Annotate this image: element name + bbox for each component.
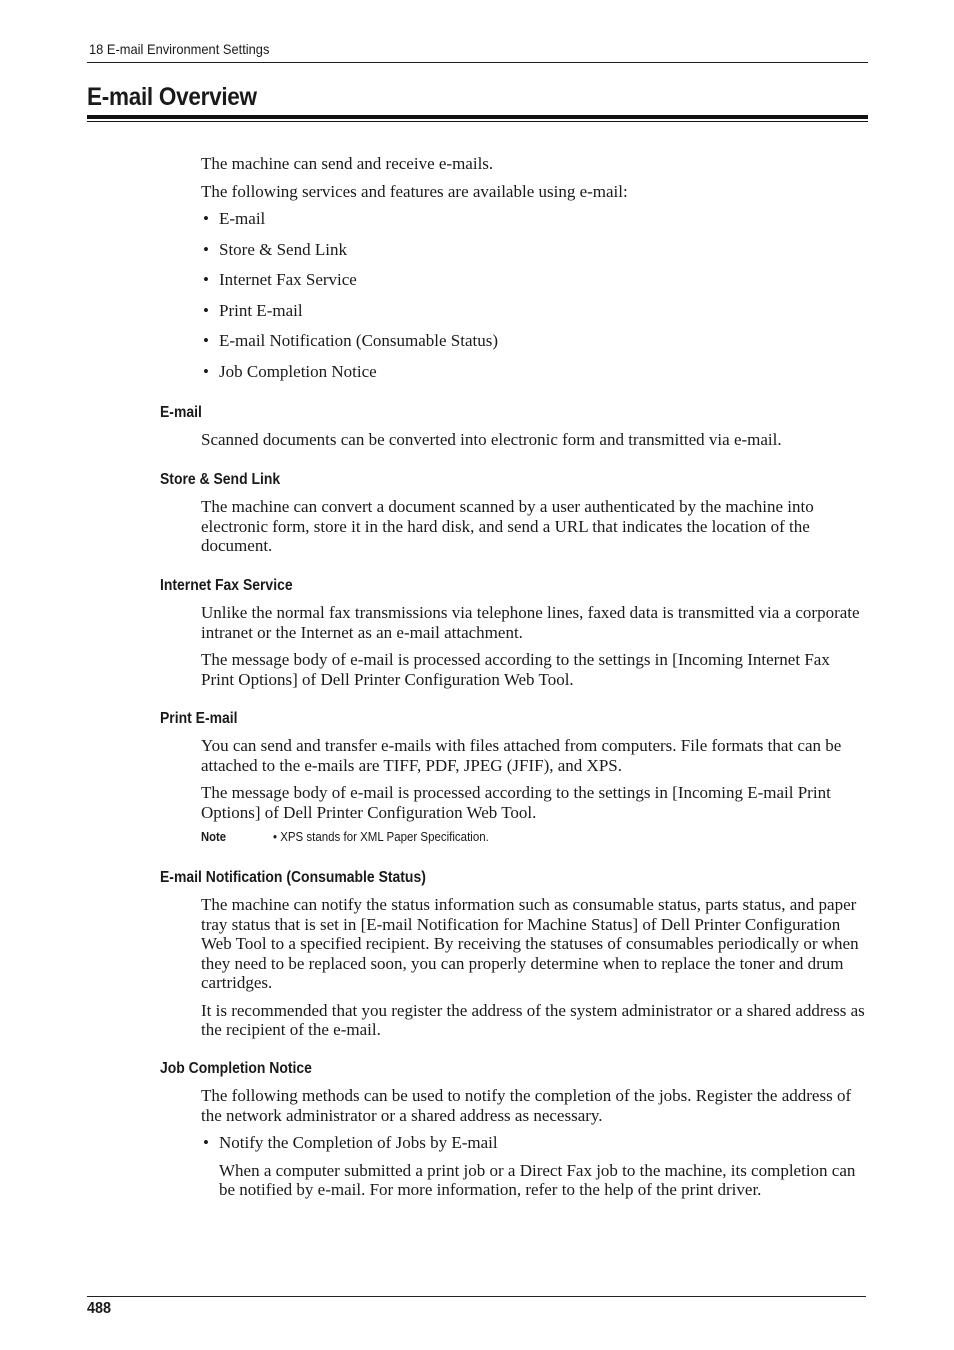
section-heading: Internet Fax Service (160, 577, 293, 594)
list-item-description: When a computer submitted a print job or a Direct Fax job to the machine, its completion can be notified by e-mail. For more information, refer to the help of the print driver. (219, 1160, 856, 1199)
list-item (201, 270, 866, 290)
section-email-notification (160, 869, 866, 1048)
section-internet-fax (160, 577, 866, 697)
section-print-email (160, 710, 866, 844)
list-item (201, 240, 866, 260)
list-item-label: Print E-mail (219, 300, 303, 320)
bullet-icon: • (203, 361, 209, 381)
section-heading: Store & Send Link (160, 471, 281, 488)
section-paragraph: The following methods can be used to notify the completion of the jobs. Register the address of the network administrator or a shared address as necessary. (201, 1086, 852, 1125)
section-store-send-link (160, 471, 866, 564)
list-item-label: Job Completion Notice (219, 361, 377, 381)
list-item (201, 331, 866, 351)
title-divider-thick (87, 115, 868, 119)
title-divider-thin (87, 121, 868, 122)
list-item-label: Store & Send Link (219, 239, 347, 259)
section-heading: Print E-mail (160, 710, 238, 727)
section-paragraph: The message body of e-mail is processed according to the settings in [Incoming Internet Fax Print Options] of Dell Printer Configuration Web Tool. (201, 650, 830, 689)
footer-divider (87, 1296, 866, 1297)
section-paragraph: You can send and transfer e-mails with files attached from computers. File formats that can be attached to the e-mails are TIFF, PDF, JPEG (JFIF), and XPS. (201, 736, 842, 775)
section-heading: E-mail (160, 404, 202, 421)
bullet-icon: • (203, 331, 209, 350)
list-item-label: Internet Fax Service (219, 270, 357, 289)
note-text: • XPS stands for XML Paper Specification. (273, 830, 489, 844)
section-paragraph: It is recommended that you register the address of the system administrator or a shared address as the recipient of the e-mail. (201, 1000, 865, 1039)
page-number: 488 (87, 1300, 112, 1317)
list-item (201, 209, 866, 229)
section-paragraph: Unlike the normal fax transmissions via telephone lines, faxed data is transmitted via a corporate intranet or the Internet as an e-mail attachment. (201, 603, 860, 642)
bullet-icon: • (203, 209, 209, 228)
list-item (201, 362, 866, 382)
section-paragraph: The machine can notify the status information such as consumable status, parts status, and paper tray status that is set in [E-mail Notification for Machine Status] of Dell Printer Configuration Web Tool to a specified recipient. By receiving the statuses of consumables periodically or when they need to be replaced soon, you can properly determine when to replace the toner and drum cartridges. (201, 895, 859, 992)
section-paragraph: Scanned documents can be converted into electronic form and transmitted via e-mail. (201, 430, 782, 449)
section-job-completion (160, 1060, 866, 1208)
bullet-icon: • (203, 1133, 209, 1152)
bullet-icon: • (203, 270, 209, 289)
note-label: Note (201, 830, 227, 844)
bullet-icon: • (203, 300, 209, 320)
method-list (201, 1133, 866, 1153)
feature-list (201, 209, 866, 381)
section-paragraph: The message body of e-mail is processed according to the settings in [Incoming E-mail Print Options] of Dell Printer Configuration Web Tool. (201, 783, 831, 822)
note (201, 830, 866, 844)
list-item (201, 301, 866, 321)
header-divider (87, 62, 868, 63)
intro-paragraph: The following services and features are available using e-mail: (201, 181, 628, 201)
page-title: E-mail Overview (87, 83, 257, 111)
list-item-label: E-mail (219, 209, 266, 228)
intro-block (201, 154, 866, 392)
intro-paragraph: The machine can send and receive e-mails. (201, 154, 494, 173)
bullet-icon: • (203, 239, 209, 259)
section-email (160, 404, 866, 458)
list-item (201, 1133, 866, 1153)
section-heading: E-mail Notification (Consumable Status) (160, 869, 426, 886)
running-header: 18 E-mail Environment Settings (89, 41, 270, 57)
section-paragraph: The machine can convert a document scanned by a user authenticated by the machine into electronic form, store it in the hard disk, and send a URL that indicates the location of the document. (201, 497, 814, 555)
section-heading: Job Completion Notice (160, 1060, 312, 1077)
list-item-label: E-mail Notification (Consumable Status) (219, 331, 499, 350)
list-item-label: Notify the Completion of Jobs by E-mail (219, 1133, 498, 1152)
